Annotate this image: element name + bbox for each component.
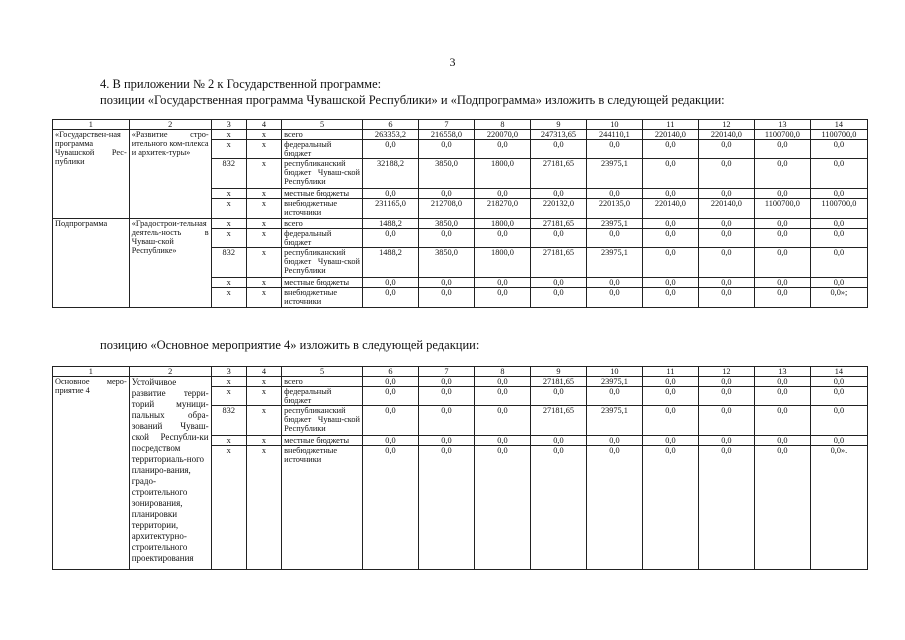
code-cell: х: [246, 387, 281, 406]
funding-source-cell: республиканский бюджет Чуваш-ской Республики: [282, 159, 363, 189]
amount-cell: 231165,0: [363, 199, 419, 219]
amount-cell: 0,0: [363, 436, 419, 446]
amount-cell: 0,0: [530, 229, 586, 248]
amount-cell: 0,0: [418, 387, 474, 406]
amount-cell: 0,0: [363, 189, 419, 199]
code-cell: х: [246, 229, 281, 248]
code-cell: х: [211, 189, 246, 199]
amount-cell: 0,0: [474, 446, 530, 570]
amount-cell: 0,0: [586, 446, 642, 570]
code-cell: х: [246, 219, 281, 229]
amount-cell: 0,0: [754, 219, 810, 229]
amount-cell: 0,0: [530, 189, 586, 199]
amount-cell: 1488,2: [363, 219, 419, 229]
amount-cell: 0,0: [810, 140, 867, 159]
amount-cell: 27181,65: [530, 248, 586, 278]
amount-cell: 0,0: [363, 377, 419, 387]
amount-cell: 263353,2: [363, 130, 419, 140]
amount-cell: 0,0: [586, 278, 642, 288]
amount-cell: 0,0: [698, 189, 754, 199]
code-cell: 832: [211, 406, 246, 436]
amount-cell: 0,0: [363, 278, 419, 288]
amount-cell: 0,0: [698, 446, 754, 570]
column-number: 3: [211, 120, 246, 130]
amount-cell: 0,0: [474, 387, 530, 406]
code-cell: х: [211, 446, 246, 570]
amount-cell: 0,0: [698, 377, 754, 387]
code-cell: х: [246, 248, 281, 278]
amount-cell: 0,0: [754, 288, 810, 308]
amount-cell: 0,0: [418, 189, 474, 199]
amount-cell: 0,0: [810, 229, 867, 248]
code-cell: х: [246, 130, 281, 140]
amount-cell: 0,0: [642, 278, 698, 288]
funding-table-programs: [52, 119, 868, 308]
column-number-row: [53, 120, 868, 130]
amount-cell: 220140,0: [642, 199, 698, 219]
amount-cell: 1800,0: [474, 159, 530, 189]
status-cell: Основное меро-приятие 4: [53, 377, 130, 570]
amount-cell: 0,0: [810, 219, 867, 229]
amount-cell: 3850,0: [418, 159, 474, 189]
amount-cell: 0,0: [474, 278, 530, 288]
amount-cell: 212708,0: [418, 199, 474, 219]
amount-cell: 0,0: [474, 406, 530, 436]
amount-cell: 0,0: [530, 446, 586, 570]
funding-source-cell: местные бюджеты: [282, 189, 363, 199]
code-cell: х: [211, 229, 246, 248]
amount-cell: 0,0: [810, 189, 867, 199]
amount-cell: 0,0: [698, 436, 754, 446]
amount-cell: 0,0: [474, 229, 530, 248]
amount-cell: 27181,65: [530, 159, 586, 189]
amount-cell: 1100700,0: [754, 199, 810, 219]
column-number: 10: [586, 120, 642, 130]
amount-cell: 0,0: [418, 140, 474, 159]
heading-line-1: 4. В приложении № 2 к Государственной программе:: [100, 77, 382, 91]
amount-cell: 0,0: [754, 436, 810, 446]
column-number: 7: [418, 120, 474, 130]
amount-cell: 0,0: [698, 406, 754, 436]
column-number: 2: [129, 367, 211, 377]
amount-cell: 0,0: [642, 377, 698, 387]
amount-cell: 0,0: [586, 189, 642, 199]
amount-cell: 0,0: [754, 377, 810, 387]
name-cell: «Развитие стро-ительного ком-плекса и архитек-туры»: [129, 130, 211, 219]
code-cell: х: [211, 387, 246, 406]
funding-source-cell: всего: [282, 130, 363, 140]
amount-cell: 27181,65: [530, 377, 586, 387]
code-cell: х: [246, 140, 281, 159]
amount-cell: 220140,0: [698, 130, 754, 140]
amount-cell: 0,0: [474, 189, 530, 199]
amount-cell: 0,0: [754, 140, 810, 159]
column-number: 1: [53, 367, 130, 377]
code-cell: х: [211, 199, 246, 219]
column-number: 11: [642, 367, 698, 377]
mid-heading: позицию «Основное мероприятие 4» изложить в следующей редакции:: [100, 338, 480, 352]
code-cell: х: [246, 377, 281, 387]
column-number: 3: [211, 367, 246, 377]
funding-source-cell: местные бюджеты: [282, 278, 363, 288]
column-number: 6: [363, 120, 419, 130]
amount-cell: 0,0: [754, 387, 810, 406]
column-number: 14: [810, 120, 867, 130]
amount-cell: 0,0: [586, 140, 642, 159]
amount-cell: 23975,1: [586, 248, 642, 278]
amount-cell: 0,0: [810, 377, 867, 387]
amount-cell: 0,0: [698, 159, 754, 189]
amount-cell: 0,0: [474, 436, 530, 446]
amount-cell: 0,0: [642, 387, 698, 406]
amount-cell: 0,0: [418, 229, 474, 248]
column-number: 5: [282, 120, 363, 130]
amount-cell: 0,0: [642, 446, 698, 570]
amount-cell: 0,0: [810, 159, 867, 189]
code-cell: 832: [211, 159, 246, 189]
amount-cell: 0,0: [642, 189, 698, 199]
code-cell: х: [246, 189, 281, 199]
amount-cell: 244110,1: [586, 130, 642, 140]
amount-cell: 218270,0: [474, 199, 530, 219]
column-number: 12: [698, 367, 754, 377]
code-cell: х: [211, 436, 246, 446]
amount-cell: 0,0: [363, 140, 419, 159]
table-row: [53, 130, 868, 140]
amount-cell: 0,0: [586, 288, 642, 308]
amount-cell: 0,0: [418, 377, 474, 387]
funding-source-cell: федеральный бюджет: [282, 229, 363, 248]
funding-source-cell: всего: [282, 377, 363, 387]
amount-cell: 27181,65: [530, 406, 586, 436]
column-number: 6: [363, 367, 419, 377]
code-cell: х: [246, 406, 281, 436]
code-cell: х: [211, 140, 246, 159]
amount-cell: 0,0: [363, 446, 419, 570]
amount-cell: 0,0: [810, 387, 867, 406]
code-cell: х: [211, 130, 246, 140]
amount-cell: 0,0: [642, 159, 698, 189]
amount-cell: 0,0: [754, 278, 810, 288]
amount-cell: 1800,0: [474, 248, 530, 278]
heading-line-2: позиции «Государственная программа Чувашской Республики» и «Подпрограмма» изложить в следующей редакции:: [100, 93, 725, 107]
code-cell: 832: [211, 248, 246, 278]
amount-cell: 0,0: [698, 219, 754, 229]
funding-source-cell: внебюджетные источники: [282, 446, 363, 570]
amount-cell: 23975,1: [586, 219, 642, 229]
amount-cell: 0,0»;: [810, 288, 867, 308]
amount-cell: 0,0: [474, 377, 530, 387]
amount-cell: 32188,2: [363, 159, 419, 189]
amount-cell: 0,0: [363, 387, 419, 406]
amount-cell: 1488,2: [363, 248, 419, 278]
funding-table-main-activity: [52, 366, 868, 570]
code-cell: х: [211, 219, 246, 229]
amount-cell: 0,0: [810, 278, 867, 288]
amount-cell: 0,0: [586, 436, 642, 446]
name-cell: «Градострои-тельная деятель-ность в Чуваш-ской Республике»: [129, 219, 211, 308]
column-number-row: [53, 367, 868, 377]
amount-cell: 0,0: [418, 278, 474, 288]
funding-source-cell: внебюджетные источники: [282, 288, 363, 308]
code-cell: х: [246, 199, 281, 219]
amount-cell: 0,0: [642, 248, 698, 278]
amount-cell: 23975,1: [586, 159, 642, 189]
amount-cell: 0,0: [530, 140, 586, 159]
column-number: 8: [474, 120, 530, 130]
column-number: 13: [754, 367, 810, 377]
amount-cell: 3850,0: [418, 248, 474, 278]
amount-cell: 0,0: [698, 288, 754, 308]
amount-cell: 0,0: [642, 229, 698, 248]
code-cell: х: [211, 278, 246, 288]
amount-cell: 0,0: [474, 140, 530, 159]
code-cell: х: [246, 288, 281, 308]
amount-cell: 220140,0: [698, 199, 754, 219]
amount-cell: 0,0: [418, 288, 474, 308]
column-number: 14: [810, 367, 867, 377]
column-number: 10: [586, 367, 642, 377]
amount-cell: 0,0».: [810, 446, 867, 570]
amount-cell: 1100700,0: [810, 130, 867, 140]
amount-cell: 0,0: [642, 140, 698, 159]
funding-source-cell: федеральный бюджет: [282, 387, 363, 406]
amount-cell: 0,0: [642, 288, 698, 308]
column-number: 9: [530, 367, 586, 377]
column-number: 4: [246, 120, 281, 130]
name-cell: Устойчивое развитие терри-торий муници-пальных обра-зований Чуваш-ской Республи-ки посредством территориаль-ного планиро-вания, градо-строительного зонирования, планировки территории, архитектурно-строительного проектирования: [129, 377, 211, 570]
column-number: 13: [754, 120, 810, 130]
code-cell: х: [246, 278, 281, 288]
amount-cell: 0,0: [754, 189, 810, 199]
amount-cell: 0,0: [642, 406, 698, 436]
funding-source-cell: всего: [282, 219, 363, 229]
amount-cell: 0,0: [474, 288, 530, 308]
amount-cell: 0,0: [418, 406, 474, 436]
code-cell: х: [211, 377, 246, 387]
amount-cell: 216558,0: [418, 130, 474, 140]
amount-cell: 0,0: [418, 436, 474, 446]
amount-cell: 3850,0: [418, 219, 474, 229]
amount-cell: 247313,65: [530, 130, 586, 140]
amount-cell: 0,0: [754, 159, 810, 189]
amount-cell: 0,0: [698, 387, 754, 406]
amount-cell: 0,0: [530, 387, 586, 406]
amount-cell: 0,0: [754, 446, 810, 570]
amount-cell: 1100700,0: [810, 199, 867, 219]
amount-cell: 27181,65: [530, 219, 586, 229]
column-number: 5: [282, 367, 363, 377]
amount-cell: 0,0: [810, 436, 867, 446]
amount-cell: 23975,1: [586, 377, 642, 387]
code-cell: х: [246, 446, 281, 570]
amount-cell: 0,0: [642, 219, 698, 229]
amount-cell: 0,0: [754, 229, 810, 248]
amount-cell: 0,0: [698, 248, 754, 278]
amount-cell: 0,0: [530, 278, 586, 288]
column-number: 8: [474, 367, 530, 377]
amount-cell: 220070,0: [474, 130, 530, 140]
column-number: 7: [418, 367, 474, 377]
status-cell: «Государствен-ная программа Чувашской Рес-публики: [53, 130, 130, 219]
funding-source-cell: республиканский бюджет Чуваш-ской Республики: [282, 406, 363, 436]
funding-source-cell: республиканский бюджет Чуваш-ской Республики: [282, 248, 363, 278]
amount-cell: 0,0: [530, 288, 586, 308]
amount-cell: 1800,0: [474, 219, 530, 229]
code-cell: х: [211, 288, 246, 308]
amount-cell: 220135,0: [586, 199, 642, 219]
amount-cell: 0,0: [698, 229, 754, 248]
amount-cell: 0,0: [363, 406, 419, 436]
amount-cell: 23975,1: [586, 406, 642, 436]
amount-cell: 0,0: [642, 436, 698, 446]
amount-cell: 0,0: [418, 446, 474, 570]
amount-cell: 0,0: [586, 387, 642, 406]
column-number: 4: [246, 367, 281, 377]
table-row: [53, 377, 868, 387]
amount-cell: 1100700,0: [754, 130, 810, 140]
column-number: 9: [530, 120, 586, 130]
code-cell: х: [246, 436, 281, 446]
amount-cell: 0,0: [530, 436, 586, 446]
funding-source-cell: внебюджетные источники: [282, 199, 363, 219]
amount-cell: 220132,0: [530, 199, 586, 219]
status-cell: Подпрограмма: [53, 219, 130, 308]
page-number: 3: [449, 55, 456, 69]
column-number: 12: [698, 120, 754, 130]
funding-source-cell: федеральный бюджет: [282, 140, 363, 159]
table-row: [53, 219, 868, 229]
amount-cell: 0,0: [810, 406, 867, 436]
amount-cell: 0,0: [363, 229, 419, 248]
amount-cell: 0,0: [586, 229, 642, 248]
amount-cell: 220140,0: [642, 130, 698, 140]
amount-cell: 0,0: [363, 288, 419, 308]
amount-cell: 0,0: [754, 248, 810, 278]
amount-cell: 0,0: [698, 140, 754, 159]
column-number: 11: [642, 120, 698, 130]
column-number: 2: [129, 120, 211, 130]
code-cell: х: [246, 159, 281, 189]
amount-cell: 0,0: [810, 248, 867, 278]
funding-source-cell: местные бюджеты: [282, 436, 363, 446]
amount-cell: 0,0: [698, 278, 754, 288]
column-number: 1: [53, 120, 130, 130]
amount-cell: 0,0: [754, 406, 810, 436]
